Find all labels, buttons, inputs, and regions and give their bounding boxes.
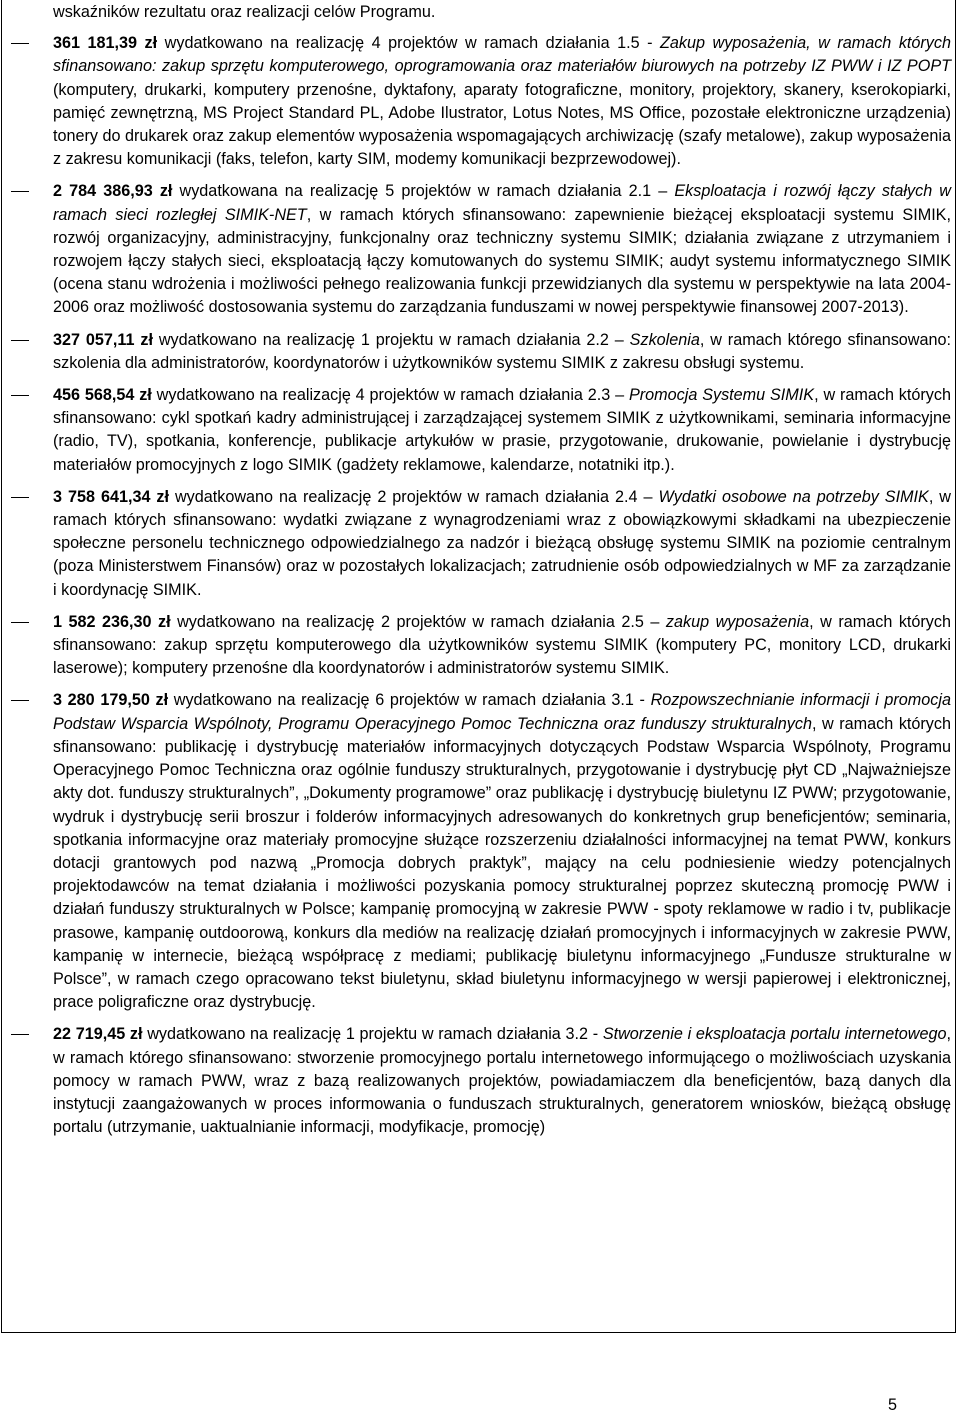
list-item xyxy=(11,329,951,375)
item-title: Stworzenie i eksploatacja portalu internetowego xyxy=(602,1025,947,1044)
dash-bullet-icon xyxy=(11,700,29,701)
dash-bullet-icon xyxy=(11,1034,29,1035)
item-description: , w ramach którego sfinansowano: szkolenia dla administratorów, koordynatorów i użytkowników systemu SIMIK z zakresu obsługi systemu. xyxy=(53,330,951,372)
item-lead: wydatkowano na realizację 1 projektu w ramach działania 2.2 – xyxy=(152,330,630,349)
item-lead: wydatkowano na realizację 4 projektów w ramach działania 1.5 - xyxy=(157,34,661,53)
item-description: , w ramach których sfinansowano: cykl spotkań kadry administrującej i zarządzającej systemem SIMIK z użytkownikami, seminaria informacyjne (radio, TV), spotkania, konferencje, publikacje artykułów w prasie, przygotowanie, drukowanie, powielanie i dystrybucję materiałów promocyjnych z logo SIMIK (gadżety reklamowe, kalendarze, notatniki itp.). xyxy=(53,386,951,474)
item-title: Szkolenia xyxy=(629,330,700,349)
item-title: Promocja Systemu SIMIK xyxy=(628,386,815,405)
dash-bullet-icon xyxy=(11,191,29,192)
list-item xyxy=(11,1023,951,1139)
dash-bullet-icon xyxy=(11,497,29,498)
item-lead: wydatkowana na realizację 5 projektów w ramach działania 2.1 – xyxy=(172,182,675,201)
item-title: Eksploatacja i rozwój łączy stałych w ramach sieci rozległej SIMIK-NET xyxy=(53,182,951,224)
item-amount: 456 568,54 zł xyxy=(53,386,152,405)
item-description: , w ramach których sfinansowano: wydatki związane z wynagrodzeniami wraz z obowiązkowymi składkami na ubezpieczenie społeczne personelu technicznego odpowiedzialnego za nadzór i bieżącą obsługę systemu SIMIK na poziomie centralnym (poza Ministerstwem Finansów) oraz w pozostałych lokalizacjach; zatrudnienie osób odpowiedzialnych w MF za zarządzanie i koordynację SIMIK. xyxy=(53,487,951,599)
item-lead: wydatkowano na realizację 1 projektu w ramach działania 3.2 - xyxy=(142,1025,603,1044)
item-description: , w ramach których sfinansowano: zapewnienie bieżącej eksploatacji systemu SIMIK, rozwój organizacyjny, administracyjny, funkcjonalny oraz techniczny systemu SIMIK; działania związane z utrzymaniem i rozwojem łączy stałych sieci, eksploatacją łączy komutowanych do systemu SIMIK; audyt systemu informatycznego SIMIK (ocena stanu wdrożenia i możliwości pełnego realizowania funkcji przewidzianych dla systemu w perspektywie na lata 2004-2006 oraz możliwość dostosowania systemu do zarządzania funduszami w nowej perspektywie finansowej 2007-2013). xyxy=(53,205,951,317)
expenditure-list xyxy=(11,32,951,1139)
item-amount: 327 057,11 zł xyxy=(53,330,153,349)
item-description: , w ramach którego sfinansowano: stworzenie promocyjnego portalu internetowego informującego o możliwościach uzyskania pomocy w ramach PWW, wraz z bazą realizowanych projektów, powiadamiaczem dla beneficjentów, bazą danych dla instytucji zaangażowanych w proces informowania o funduszach strukturalnych, generatorem wniosków, bieżącą obsługę portalu (utrzymanie, uaktualnianie informacji, modyfikacje, promocję) xyxy=(53,1025,951,1137)
item-amount: 3 758 641,34 zł xyxy=(53,487,170,506)
list-item xyxy=(11,180,951,319)
dash-bullet-icon xyxy=(11,43,29,44)
item-lead: wydatkowano na realizację 6 projektów w ramach działania 3.1 - xyxy=(168,691,651,710)
item-description: , w ramach których sfinansowano: publikację i dystrybucję materiałów informacyjnych dotyczących Podstaw Wsparcia Wspólnoty, Programu Operacyjnego Pomoc Techniczna oraz ogólnie funduszy strukturalnych, przygotowanie i dystrybucję płyt CD „Najważniejsze akty dot. funduszy strukturalnych”, „Dokumenty programowe” oraz publikację i dystrybucję biuletynu IZ PWW; przygotowanie, wydruk i dystrybucję serii broszur i folderów informacyjnych adresowanych do konkretnych grup beneficjentów; seminaria, spotkania informacyjne oraz materiały promocyjne służące rozszerzeniu działalności informacyjnej na temat PWW, konkurs dotacji grantowych pod nazwą „Promocja dobrych praktyk”, mający na celu podniesienie wiedzy potencjalnych projektodawców na temat działania i możliwości pozyskania pomocy strukturalnej poprzez skuteczną promocję PWW i działań funduszy strukturalnych w Polsce; kampanię promocyjną w zakresie PWW - spoty reklamowe w radio i tv, publikacje prasowe, kampanię outdoorową, konkurs dla mediów na realizację działań promocyjnych i informacyjnych w zakresie PWW, kampanię w internecie, bieżącą współpracę z mediami; publikację biuletynu informacyjnego „Fundusze strukturalne w Polsce”, w ramach czego opracowano tekst biuletynu, skład biuletynu informacyjnego w wersji papierowej i elektronicznej, prace poligraficzne oraz dystrybucję. xyxy=(53,714,951,1012)
item-description: , w ramach których sfinansowano: zakup sprzętu komputerowego dla użytkowników systemu SIMIK (komputery PC, monitory LCD, drukarki laserowe); komputery przenośne dla koordynatorów i administratorów systemu SIMIK. xyxy=(53,612,951,678)
list-item xyxy=(11,486,951,602)
item-amount: 361 181,39 zł xyxy=(53,34,158,53)
list-item xyxy=(11,611,951,681)
item-amount: 22 719,45 zł xyxy=(53,1025,143,1044)
dash-bullet-icon xyxy=(11,622,29,623)
list-item xyxy=(11,32,951,171)
item-title: zakup wyposażenia xyxy=(665,612,810,631)
item-title: Rozpowszechnianie informacji i promocja Podstaw Wsparcia Wspólnoty, Programu Operacyjnego Pomoc Techniczna oraz funduszy strukturalnych xyxy=(53,691,951,733)
dash-bullet-icon xyxy=(11,395,29,396)
item-amount: 1 582 236,30 zł xyxy=(53,612,171,631)
item-title: Zakup wyposażenia, w ramach których sfinansowano: zakup sprzętu komputerowego, oprogramowania oraz materiałów biurowych na potrzeby IZ PWW i IZ POPT xyxy=(53,34,951,76)
list-item xyxy=(11,689,951,1014)
list-item xyxy=(11,384,951,477)
dash-bullet-icon xyxy=(11,340,29,341)
item-amount: 3 280 179,50 zł xyxy=(53,691,169,710)
item-lead: wydatkowano na realizację 2 projektów w ramach działania 2.4 – xyxy=(169,487,659,506)
item-description: (komputery, drukarki, komputery przenośne, dyktafony, aparaty fotograficzne, monitory, projektory, skanery, kserokopiarki, pamięć zewnętrzną, MS Project Standard PL, Adobe Ilustrator, Lotus Notes, MS Office, pozostałe elektroniczne urządzenia) tonery do drukarek oraz zakup elementów wyposażenia wspomagających archiwizację (szafy metalowe), zakup wyposażenia z zakresu komunikacji (faks, telefon, karty SIM, modemy komunikacji bezprzewodowej). xyxy=(53,80,951,169)
item-amount: 2 784 386,93 zł xyxy=(53,182,173,201)
item-lead: wydatkowano na realizację 2 projektów w ramach działania 2.5 – xyxy=(170,612,666,631)
document-body xyxy=(11,1,951,1148)
intro-paragraph: wskaźników rezultatu oraz realizacji celów Programu. xyxy=(53,3,436,21)
page-number: 5 xyxy=(887,1396,897,1414)
item-title: Wydatki osobowe na potrzeby SIMIK xyxy=(658,487,929,506)
item-lead: wydatkowano na realizację 4 projektów w ramach działania 2.3 – xyxy=(151,386,629,405)
